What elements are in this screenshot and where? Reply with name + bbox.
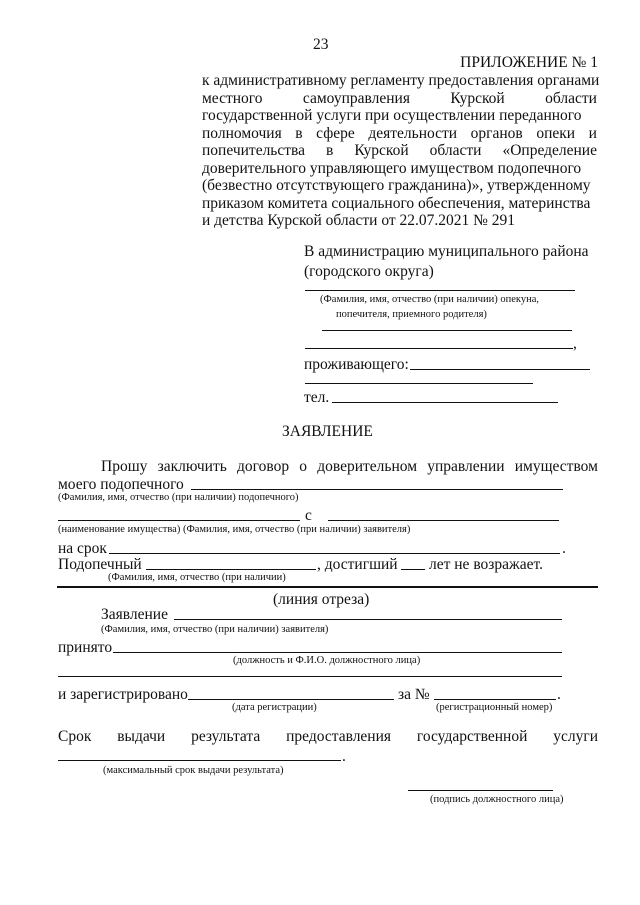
term-period: . [562, 540, 566, 557]
comma: , [573, 335, 577, 352]
annex-title: ПРИЛОЖЕНИЕ № 1 [460, 54, 598, 71]
annex-line [202, 126, 597, 142]
word: государственной [416, 728, 528, 745]
accepted-label: принято [58, 639, 113, 656]
annex-word: местного [202, 89, 263, 107]
annex-word: органов [470, 124, 523, 142]
annex-word: (безвестно отсутствующего гражданина)», утвержденному [202, 177, 591, 194]
residing-label: проживающего: [304, 356, 409, 373]
annex-word: области [429, 142, 482, 159]
annex-line [202, 161, 597, 177]
word: имуществом [514, 458, 598, 475]
application-label: Заявление [101, 606, 168, 623]
word: заключить [157, 458, 227, 475]
word: Срок [58, 728, 92, 745]
annex-word: доверительного управляющего имуществом подопечного [202, 159, 582, 177]
deadline-input-line[interactable] [58, 760, 341, 761]
annex-word: в [295, 124, 303, 142]
reg-number-caption: (регистрационный номер) [436, 702, 553, 713]
phone-label: тел. [304, 389, 330, 406]
term-line[interactable] [109, 553, 560, 554]
official-line-2[interactable] [58, 676, 562, 677]
reg-period: . [557, 686, 561, 703]
deadline-caption: (максимальный срок выдачи результата) [103, 765, 284, 776]
with-label: с [305, 507, 312, 524]
annex-word: полномочия [202, 124, 282, 142]
annex-line [202, 178, 597, 194]
annex-word: «Определение [502, 142, 597, 159]
word: о [299, 458, 308, 475]
ward-label: моего подопечного [58, 476, 184, 493]
addressee-line-1: В администрацию муниципального района [304, 243, 589, 260]
annex-word: Курской [354, 142, 409, 159]
residing-input-line[interactable] [410, 369, 590, 370]
cut-divider [57, 586, 598, 588]
annex-word: и детства Курской области от 22.07.2021 № 291 [202, 212, 516, 229]
applicant-name-line[interactable] [305, 290, 575, 291]
term-label: на срок [58, 540, 107, 557]
number-label: за № [398, 686, 430, 703]
annex-line [202, 72, 600, 89]
deadline-period: . [342, 748, 346, 765]
word: результата [191, 728, 261, 745]
cut-line-label: (линия отреза) [273, 591, 370, 608]
official-caption: (должность и Ф.И.О. должностного лица) [233, 655, 421, 666]
annex-line [202, 196, 597, 212]
official-line[interactable] [113, 652, 562, 653]
word: услуги [553, 728, 598, 745]
ward-caption: (Фамилия, имя, отчество (при наличии) подопечного) [58, 492, 299, 503]
annex-word: государственной услуги при осуществлении переданного [202, 107, 582, 124]
word: доверительном [317, 458, 418, 475]
word: предоставления [286, 728, 392, 745]
annex-line [202, 213, 515, 229]
receipt-applicant-line[interactable] [174, 619, 562, 620]
annex-word: попечительства [202, 142, 306, 159]
applicant-name-line-3[interactable] [305, 348, 573, 349]
annex-word: самоуправления [302, 89, 410, 107]
annex-word: Курской [450, 89, 505, 107]
reg-date-caption: (дата регистрации) [232, 702, 317, 713]
deadline-line [58, 729, 598, 745]
document-heading: ЗАЯВЛЕНИЕ [282, 423, 373, 440]
applicant-caption-1: (Фамилия, имя, отчество (при наличии) опекуна, [320, 294, 540, 305]
ward-name-line[interactable] [191, 489, 563, 490]
applicant-line[interactable] [328, 520, 559, 521]
ward2-name-line[interactable] [146, 569, 316, 570]
signature-caption: (подпись должностного лица) [430, 794, 564, 805]
age-line[interactable] [401, 569, 425, 570]
reg-date-line[interactable] [188, 699, 394, 700]
word: управлении [427, 458, 505, 475]
ward2-label: Подопечный [58, 556, 142, 573]
word: выдачи [117, 728, 166, 745]
annex-word: к административному регламенту предоставления органами [202, 72, 600, 89]
annex-word: и [588, 124, 597, 142]
annex-line [202, 108, 597, 124]
signature-line[interactable] [408, 790, 553, 791]
annex-word: деятельности [368, 124, 458, 142]
property-line[interactable] [58, 520, 300, 521]
receipt-applicant-caption: (Фамилия, имя, отчество (при наличии) заявителя) [101, 624, 329, 635]
registered-label: и зарегистрировано [58, 686, 188, 703]
annex-line [202, 143, 597, 159]
annex-word: приказом комитета социального обеспечения, материнства [202, 194, 591, 212]
addressee-line-2: (городского округа) [304, 263, 434, 280]
word: договор [237, 458, 290, 475]
applicant-caption-2: попечителя, приемного родителя) [336, 309, 487, 320]
annex-word: в [326, 142, 334, 159]
page-number: 23 [313, 36, 329, 53]
applicant-name-line-2[interactable] [322, 330, 572, 331]
annex-word: опеки [536, 124, 576, 142]
residing-input-line-2[interactable] [305, 383, 533, 384]
annex-word: сфере [316, 124, 355, 142]
property-caption: (наименование имущества) (Фамилия, имя, отчество (при наличии) заявителя) [58, 524, 411, 535]
reg-number-line[interactable] [434, 699, 556, 700]
ward2-caption: (Фамилия, имя, отчество (при наличии) [108, 572, 286, 583]
annex-line [202, 91, 597, 107]
reached-text: , достигший [317, 556, 398, 573]
word: Прошу [101, 458, 148, 475]
request-line [101, 459, 598, 475]
phone-input-line[interactable] [332, 402, 558, 403]
no-objection-text: лет не возражает. [429, 556, 543, 573]
annex-word: области [545, 89, 597, 107]
